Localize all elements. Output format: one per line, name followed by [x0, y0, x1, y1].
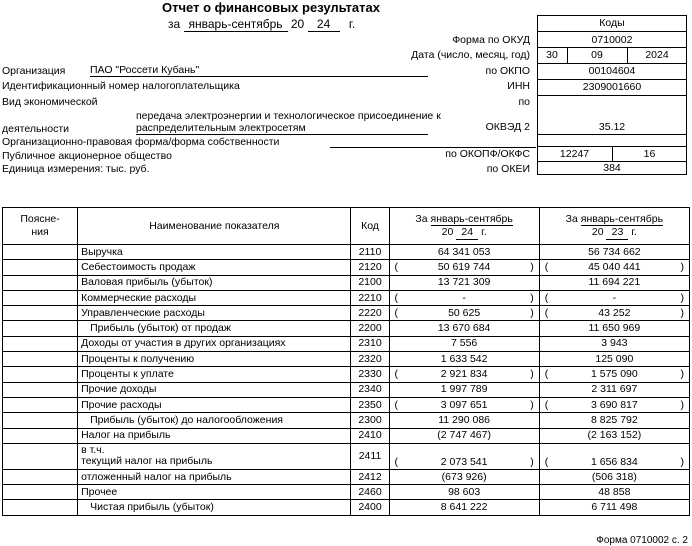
row-current-value	[389, 336, 539, 351]
value-text: (506 318)	[591, 470, 637, 483]
value-text: 43 252	[598, 306, 631, 319]
row-current-value	[389, 382, 539, 397]
okved-label: ОКВЭД 2	[485, 121, 530, 133]
okei-label: по ОКЕИ	[486, 163, 530, 175]
row-name: Проценты к получению	[78, 352, 351, 367]
value-text: 6 711 498	[591, 501, 638, 514]
cur-year-prefix: 20	[441, 225, 454, 238]
table-row	[3, 397, 690, 412]
row-previous-value	[539, 275, 689, 290]
value-text: 11 290 086	[438, 413, 491, 426]
paren-open: (	[544, 368, 549, 381]
year-prefix: 20	[290, 17, 305, 31]
vid-label-1: Вид экономической	[2, 96, 98, 108]
row-notes	[3, 382, 78, 397]
paren-open: (	[394, 260, 399, 273]
row-current-value	[389, 290, 539, 305]
row-previous-value	[539, 290, 689, 305]
row-name: Выручка	[78, 245, 351, 260]
table-row	[3, 321, 690, 336]
row-code: 2210	[351, 290, 389, 305]
row-notes	[3, 321, 78, 336]
inn-value: 2309001660	[582, 81, 642, 93]
okpo-label: по ОКПО	[485, 65, 530, 77]
report-title: Отчет о финансовых результатах	[162, 0, 380, 15]
value-text: 13 721 309	[437, 276, 491, 289]
value-text: 11 650 969	[588, 322, 641, 335]
table-row	[3, 500, 690, 515]
row-current-value	[389, 397, 539, 412]
value-text: (673 926)	[441, 470, 487, 483]
row-name: Налог на прибыль	[78, 428, 351, 443]
date-label: Дата (число, месяц, год)	[411, 49, 530, 61]
opf-value: Публичное акционерное общество	[2, 150, 172, 162]
activity-line-1: передача электроэнергии и технологическое присоединение к	[136, 110, 441, 122]
paren-open: (	[394, 368, 399, 381]
col-code-header: Код	[351, 208, 389, 245]
row-notes	[3, 485, 78, 500]
prev-end: г.	[631, 225, 637, 238]
okpo-value: 00104604	[588, 65, 636, 77]
period-prefix: за	[168, 17, 181, 31]
row-name: Проценты к уплате	[78, 367, 351, 382]
row-notes	[3, 352, 78, 367]
year-value: 24	[308, 17, 340, 32]
paren-open: (	[544, 306, 549, 319]
row-name: Коммерческие расходы	[78, 290, 351, 305]
value-text: 125 090	[595, 352, 634, 365]
org-name: ПАО "Россети Кубань"	[90, 64, 428, 77]
prev-period: январь-сентябрь	[580, 212, 664, 225]
row-notes	[3, 260, 78, 275]
paren-open: (	[394, 398, 399, 411]
inn-label: Идентификационный номер налогоплательщика	[2, 80, 240, 92]
row-name: в т.ч. текущий налог на прибыль	[78, 443, 351, 469]
cur-period: январь-сентябрь	[430, 212, 513, 225]
row-notes	[3, 413, 78, 428]
row-code: 2300	[351, 413, 389, 428]
row-previous-value	[539, 382, 689, 397]
row-previous-value	[539, 500, 689, 515]
row-notes	[3, 245, 78, 260]
paren-close: )	[530, 398, 534, 411]
table-row	[3, 428, 690, 443]
row-current-value	[389, 306, 539, 321]
row-name: Прибыль (убыток) от продаж	[78, 321, 351, 336]
value-text: 48 858	[598, 485, 631, 498]
value-text: 50 625	[448, 306, 481, 319]
row-previous-value	[539, 443, 689, 469]
table-header	[3, 208, 690, 245]
value-text: 7 556	[450, 337, 478, 350]
table-row	[3, 275, 690, 290]
prev-year-prefix: 20	[591, 225, 604, 238]
row-current-value	[389, 469, 539, 484]
row-current-value	[389, 413, 539, 428]
row-notes	[3, 500, 78, 515]
table-row	[3, 413, 690, 428]
prev-year: 23	[606, 226, 628, 240]
row-code: 2350	[351, 397, 389, 412]
value-text: 64 341 053	[437, 245, 491, 258]
codes-sep-5	[537, 95, 687, 96]
value-text: 56 734 662	[588, 245, 641, 258]
cur-prefix: За	[415, 212, 428, 225]
table-row	[3, 306, 690, 321]
row-code: 2330	[351, 367, 389, 382]
row-current-value	[389, 321, 539, 336]
col-previous-header	[539, 208, 689, 245]
value-text: -	[462, 291, 466, 304]
row-code: 2412	[351, 469, 389, 484]
row-notes	[3, 336, 78, 351]
row-current-value	[389, 352, 539, 367]
row-name: Себестоимость продаж	[78, 260, 351, 275]
row-notes	[3, 275, 78, 290]
row-previous-value	[539, 428, 689, 443]
row-code: 2460	[351, 485, 389, 500]
row-previous-value	[539, 260, 689, 275]
row-code: 2320	[351, 352, 389, 367]
table-row	[3, 367, 690, 382]
table-row	[3, 485, 690, 500]
okved-value: 35.12	[598, 121, 626, 133]
row-code: 2100	[351, 275, 389, 290]
prev-prefix: За	[565, 212, 578, 225]
value-text: 2 073 541	[440, 455, 488, 468]
okopf-label: по ОКОПФ/ОКФС	[445, 148, 530, 160]
row-code: 2410	[351, 428, 389, 443]
row-previous-value	[539, 413, 689, 428]
paren-close: )	[530, 260, 534, 273]
cur-year: 24	[456, 226, 478, 240]
paren-close: )	[680, 398, 684, 411]
row-name: Управленческие расходы	[78, 306, 351, 321]
form-footer: Форма 0710002 с. 2	[596, 535, 688, 546]
paren-close: )	[530, 455, 534, 468]
paren-open: (	[544, 291, 549, 304]
opf-underline	[330, 147, 536, 148]
row-previous-value	[539, 336, 689, 351]
paren-close: )	[530, 306, 534, 319]
row-notes	[3, 306, 78, 321]
value-text: (2 163 152)	[587, 429, 642, 442]
table-row	[3, 260, 690, 275]
inn-code-label: ИНН	[507, 80, 530, 92]
okud-label: Форма по ОКУД	[452, 34, 530, 46]
okei-value: 384	[603, 162, 621, 174]
report-period-line	[168, 17, 355, 32]
okfs-value: 16	[643, 148, 656, 160]
row-current-value	[389, 245, 539, 260]
codes-title: Коды	[599, 17, 625, 29]
value-text: 1 997 789	[440, 383, 488, 396]
value-text: 50 619 744	[437, 260, 491, 273]
row-name: Прочее	[78, 485, 351, 500]
row-code: 2220	[351, 306, 389, 321]
paren-close: )	[680, 260, 684, 273]
vid-code-label: по	[518, 96, 530, 108]
row-notes	[3, 443, 78, 469]
value-text: 8 641 222	[440, 501, 488, 514]
table-row	[3, 469, 690, 484]
row-previous-value	[539, 485, 689, 500]
date-month: 09	[591, 49, 603, 61]
value-text: 98 603	[448, 485, 481, 498]
row-notes	[3, 469, 78, 484]
codes-sep-6	[537, 134, 687, 135]
paren-open: (	[544, 455, 549, 468]
year-end: г.	[348, 17, 356, 31]
row-current-value	[389, 485, 539, 500]
unit-label: Единица измерения: тыс. руб.	[2, 163, 150, 175]
row-name: Чистая прибыль (убыток)	[78, 500, 351, 515]
value-text: 45 040 441	[588, 260, 641, 273]
row-code: 2340	[351, 382, 389, 397]
row-name: Прочие расходы	[78, 397, 351, 412]
opf-label: Организационно-правовая форма/форма собственности	[2, 136, 280, 148]
row-previous-value	[539, 367, 689, 382]
value-text: 1 575 090	[591, 368, 638, 381]
vid-label-2: деятельности	[2, 123, 69, 135]
row-code: 2120	[351, 260, 389, 275]
value-text: 1 656 834	[591, 455, 638, 468]
paren-close: )	[680, 455, 684, 468]
row-code: 2110	[351, 245, 389, 260]
row-code: 2411	[351, 443, 389, 469]
value-text: 3 690 817	[591, 398, 638, 411]
paren-close: )	[530, 368, 534, 381]
paren-close: )	[680, 368, 684, 381]
paren-close: )	[530, 291, 534, 304]
paren-close: )	[680, 306, 684, 319]
row-current-value	[389, 367, 539, 382]
paren-open: (	[544, 260, 549, 273]
row-previous-value	[539, 397, 689, 412]
okud-value: 0710002	[591, 34, 633, 46]
value-text: 1 633 542	[440, 352, 488, 365]
row-notes	[3, 367, 78, 382]
row-name: Валовая прибыль (убыток)	[78, 275, 351, 290]
value-text: 2 921 834	[440, 368, 488, 381]
table-row	[3, 336, 690, 351]
row-notes	[3, 397, 78, 412]
row-name: Прибыль (убыток) до налогообложения	[78, 413, 351, 428]
paren-open: (	[394, 291, 399, 304]
value-text: 13 670 684	[437, 322, 491, 335]
period-value: январь-сентябрь	[184, 17, 288, 32]
row-current-value	[389, 428, 539, 443]
okopf-value: 12247	[559, 148, 590, 160]
paren-open: (	[394, 306, 399, 319]
paren-close: )	[680, 291, 684, 304]
value-text: 8 825 792	[591, 413, 638, 426]
row-name: Доходы от участия в других организациях	[78, 336, 351, 351]
row-notes	[3, 428, 78, 443]
row-current-value	[389, 443, 539, 469]
col-notes-header: Поясне- ния	[3, 208, 78, 245]
row-code: 2200	[351, 321, 389, 336]
row-previous-value	[539, 306, 689, 321]
value-text: (2 747 467)	[437, 429, 491, 442]
financial-results-table	[2, 207, 690, 516]
cur-end: г.	[481, 225, 487, 238]
row-current-value	[389, 500, 539, 515]
row-previous-value	[539, 321, 689, 336]
value-text: 3 943	[601, 337, 628, 350]
value-text: -	[612, 291, 617, 304]
col-current-header	[389, 208, 539, 245]
row-name: отложенный налог на прибыль	[78, 469, 351, 484]
row-name: Прочие доходы	[78, 382, 351, 397]
col-name-header: Наименование показателя	[78, 208, 351, 245]
date-day: 30	[546, 49, 558, 61]
row-code: 2310	[351, 336, 389, 351]
row-previous-value	[539, 245, 689, 260]
row-notes	[3, 290, 78, 305]
date-year: 2024	[645, 49, 669, 61]
row-code: 2400	[351, 500, 389, 515]
value-text: 3 097 651	[440, 398, 488, 411]
row-current-value	[389, 275, 539, 290]
table-row	[3, 443, 690, 469]
table-row	[3, 352, 690, 367]
paren-open: (	[394, 455, 399, 468]
row-previous-value	[539, 352, 689, 367]
table-row	[3, 290, 690, 305]
table-row	[3, 382, 690, 397]
activity-line-2: распределительным электросетям	[136, 122, 428, 135]
row-previous-value	[539, 469, 689, 484]
table-row	[3, 245, 690, 260]
value-text: 2 311 697	[591, 383, 638, 396]
value-text: 11 694 221	[588, 276, 641, 289]
row-current-value	[389, 260, 539, 275]
org-label: Организация	[2, 65, 66, 77]
paren-open: (	[544, 398, 549, 411]
